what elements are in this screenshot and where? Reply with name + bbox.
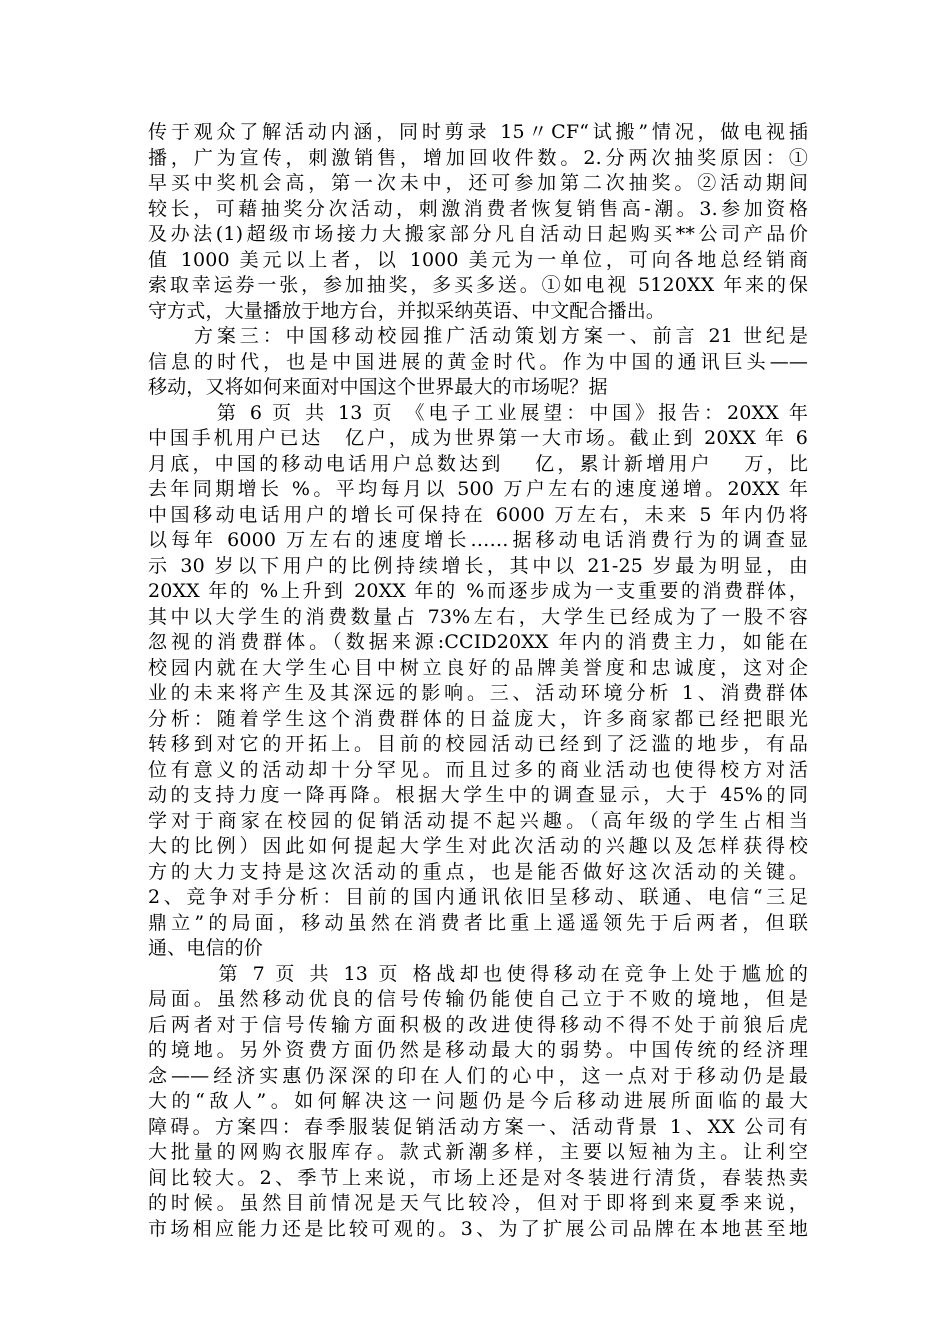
text-line: 方案三：中国移动校园推广活动策划方案一、前言 21 世纪是 bbox=[148, 325, 808, 347]
text-line: 较长，可藉抽奖分次活动，刺激消费者恢复销售高-潮。3.参加资格 bbox=[148, 197, 808, 220]
text-line: 后两者对于信号传输方面积极的改进使得移动不得不处于前狼后虎 bbox=[148, 1013, 808, 1036]
text-line: 局面。虽然移动优良的信号传输仍能使自己立于不败的境地，但是 bbox=[148, 988, 808, 1010]
text-line: 校园内就在大学生心目中树立良好的品牌美誉度和忠诚度，这对企 bbox=[148, 656, 808, 679]
text-line: 大批量的网购衣服库存。款式新潮多样，主要以短袖为主。让利空 bbox=[148, 1141, 808, 1163]
text-line: 信息的时代，也是中国进展的黄金时代。作为中国的通讯巨头—— bbox=[148, 350, 808, 373]
text-line: 传于观众了解活动内涵，同时剪录 15〃CF“试搬”情况，做电视插 bbox=[148, 121, 808, 143]
text-line: 示 30 岁以下用户的比例持续增长，其中以 21-25 岁最为明显，由 bbox=[148, 554, 808, 577]
text-line: 值 1000 美元以上者，以 1000 美元为一单位，可向各地总经销商 bbox=[148, 248, 808, 271]
text-line: 方的大力支持是这次活动的重点，也是能否做好这次活动的关键。 bbox=[148, 860, 808, 883]
text-line: 障碍。方案四：春季服装促销活动方案一、活动背景 1、XX 公司有 bbox=[148, 1115, 808, 1138]
text-line: 20XX 年的 %上升到 20XX 年的 %而逐步成为一支重要的消费群体， bbox=[148, 580, 808, 602]
text-line: 通、电信的价 bbox=[148, 937, 263, 959]
text-line: 动的支持力度一降再降。根据大学生中的调查显示，大于 45%的同 bbox=[148, 784, 808, 806]
text-line: 守方式，大量播放于地方台，并拟采纳英语、中文配合播出。 bbox=[148, 299, 666, 322]
text-line: 的时候。虽然目前情况是天气比较冷，但对于即将到来夏季来说， bbox=[148, 1192, 808, 1214]
text-line: 月底，中国的移动电话用户总数达到 亿，累计新增用户 万，比 bbox=[148, 452, 808, 475]
text-line: 大的比例）因此如何提起大学生对此次活动的兴趣以及怎样获得校 bbox=[148, 835, 808, 857]
text-line: 索取幸运券一张，参加抽奖，多买多送。①如电视 5120XX 年来的保 bbox=[148, 274, 808, 296]
text-line: 念——经济实惠仍深深的印在人们的心中，这一点对于移动仍是最 bbox=[148, 1064, 808, 1087]
text-line: 其中以大学生的消费数量占 73%左右，大学生已经成为了一股不容 bbox=[148, 605, 808, 628]
text-line: 间比较大。2、季节上来说，市场上还是对冬装进行清货，春装热卖 bbox=[148, 1166, 808, 1189]
text-line: 及办法(1)超级市场接力大搬家部分凡自活动日起购买**公司产品价 bbox=[148, 223, 808, 245]
text-line: 移动，又将如何来面对中国这个世界最大的市场呢？据 bbox=[148, 376, 608, 398]
page-marker-line: 第 6 页 共 13 页 《电子工业展望：中国》报告：20XX 年 bbox=[148, 401, 808, 424]
text-line: 市场相应能力还是比较可观的。3、为了扩展公司品牌在本地甚至地 bbox=[148, 1217, 808, 1240]
text-line: 以每年 6000 万左右的速度增长……据移动电话消费行为的调查显 bbox=[148, 529, 808, 551]
text-line: 业的未来将产生及其深远的影响。三、活动环境分析 1、消费群体 bbox=[148, 682, 808, 704]
text-line: 2、竞争对手分析：目前的国内通讯依旧呈移动、联通、电信“三足 bbox=[148, 886, 808, 908]
text-line: 鼎立”的局面，移动虽然在消费者比重上遥遥领先于后两者，但联 bbox=[148, 911, 808, 934]
text-line: 去年同期增长 %。平均每月以 500 万户左右的速度递增。20XX 年 bbox=[148, 478, 808, 500]
text-line: 中国移动电话用户的增长可保持在 6000 万左右，未来 5 年内仍将 bbox=[148, 503, 808, 526]
text-line: 学对于商家在校园的促销活动提不起兴趣。（高年级的学生占相当 bbox=[148, 809, 808, 832]
text-line: 转移到对它的开拓上。目前的校园活动已经到了泛滥的地步，有品 bbox=[148, 733, 808, 755]
text-line: 分析：随着学生这个消费群体的日益庞大，许多商家都已经把眼光 bbox=[148, 707, 808, 730]
text-line: 位有意义的活动却十分罕见。而且过多的商业活动也使得校方对活 bbox=[148, 758, 808, 781]
text-line: 播，广为宣传，刺激销售，增加回收件数。2.分两次抽奖原因：① bbox=[148, 146, 808, 169]
text-line: 早买中奖机会高，第一次未中，还可参加第二次抽奖。②活动期间 bbox=[148, 172, 808, 194]
text-line: 中国手机用户已达 亿户，成为世界第一大市场。截止到 20XX 年 6 bbox=[148, 427, 808, 449]
body-text bbox=[148, 120, 808, 1242]
text-line: 大的“敌人”。如何解决这一问题仍是今后移动进展所面临的最大 bbox=[148, 1090, 808, 1112]
page-marker-line: 第 7 页 共 13 页 格战却也使得移动在竞争上处于尴尬的 bbox=[148, 962, 808, 985]
text-line: 忽视的消费群体。（数据来源:CCID20XX 年内的消费主力，如能在 bbox=[148, 631, 808, 653]
text-line: 的境地。另外资费方面仍然是移动最大的弱势。中国传统的经济理 bbox=[148, 1039, 808, 1061]
